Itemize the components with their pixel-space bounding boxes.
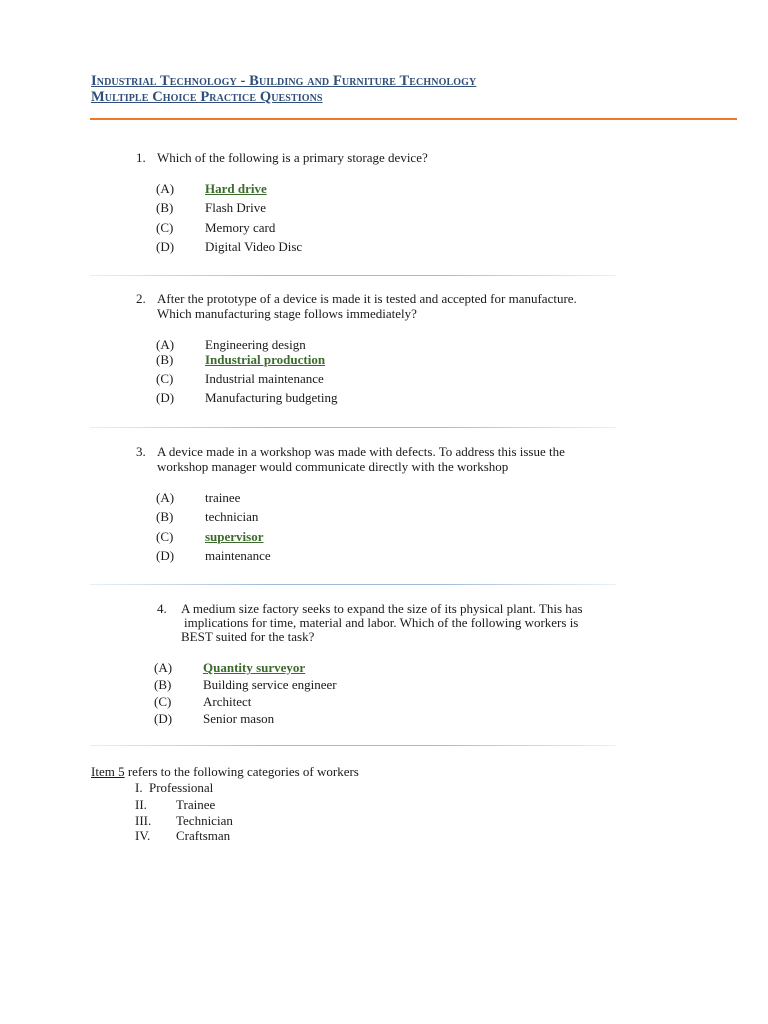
correct-answer: supervisor (205, 529, 264, 544)
option-text: Engineering design (205, 337, 306, 352)
question-number: 3. (136, 444, 146, 459)
correct-answer: Industrial production (205, 352, 326, 367)
option-text: Memory card (205, 220, 276, 235)
correct-answer: Hard drive (205, 181, 267, 196)
option-letter: (B) (156, 352, 174, 367)
list-number: IV. (135, 828, 151, 843)
option-letter: (A) (156, 337, 175, 352)
option-letter: (D) (156, 548, 175, 563)
option-text: maintenance (205, 548, 271, 563)
option-letter: (B) (156, 509, 174, 524)
question-text: A medium size factory seeks to expand the size of its physical plant. This has (181, 601, 583, 616)
item-5-label: Item 5 (91, 764, 125, 779)
question-text: BEST suited for the task? (181, 629, 315, 644)
question-separator (90, 745, 616, 746)
option-letter: (A) (156, 181, 175, 196)
option-letter: (A) (156, 490, 175, 505)
option-text: Senior mason (203, 711, 275, 726)
header-rule (90, 118, 737, 120)
option-text: Industrial maintenance (205, 371, 324, 386)
page-title: Industrial Technology - Building and Furniture Technology (91, 73, 477, 89)
list-number: II. (135, 797, 147, 812)
question-number: 4. (157, 601, 167, 616)
question-separator (90, 275, 616, 276)
question-text: workshop manager would communicate directly with the workshop (157, 459, 509, 474)
page-subtitle: Multiple Choice Practice Questions (91, 89, 323, 105)
question-text: implications for time, material and labor. Which of the following workers is (184, 615, 579, 630)
option-letter: (B) (156, 200, 174, 215)
question-number: 2. (136, 291, 146, 306)
question-text: Which manufacturing stage follows immediately? (157, 306, 417, 321)
option-letter: (A) (154, 660, 173, 675)
option-letter: (D) (156, 390, 175, 405)
option-letter: (D) (154, 711, 173, 726)
item-5-intro (91, 764, 359, 779)
option-letter: (C) (156, 371, 174, 386)
list-item: Professional (149, 780, 214, 795)
option-letter: (B) (154, 677, 172, 692)
option-text: Flash Drive (205, 200, 267, 215)
list-number: I. (135, 780, 143, 795)
option-text: trainee (205, 490, 241, 505)
option-letter: (C) (154, 694, 172, 709)
option-text: Digital Video Disc (205, 239, 303, 254)
question-text: Which of the following is a primary storage device? (157, 150, 428, 165)
question-text: After the prototype of a device is made it is tested and accepted for manufacture. (157, 291, 577, 306)
list-number: III. (135, 813, 152, 828)
option-letter: (D) (156, 239, 175, 254)
list-item: Craftsman (176, 828, 231, 843)
list-item: Technician (176, 813, 233, 828)
item-5-text: refers to the following categories of workers (124, 764, 359, 779)
option-letter: (C) (156, 529, 174, 544)
question-number: 1. (136, 150, 146, 165)
option-text: Architect (203, 694, 252, 709)
option-text: technician (205, 509, 259, 524)
list-item: Trainee (176, 797, 216, 812)
option-text: Manufacturing budgeting (205, 390, 338, 405)
question-separator (90, 584, 616, 585)
correct-answer: Quantity surveyor (203, 660, 306, 675)
option-letter: (C) (156, 220, 174, 235)
question-text: A device made in a workshop was made with defects. To address this issue the (157, 444, 565, 459)
option-text: Building service engineer (203, 677, 337, 692)
question-separator (90, 427, 616, 428)
